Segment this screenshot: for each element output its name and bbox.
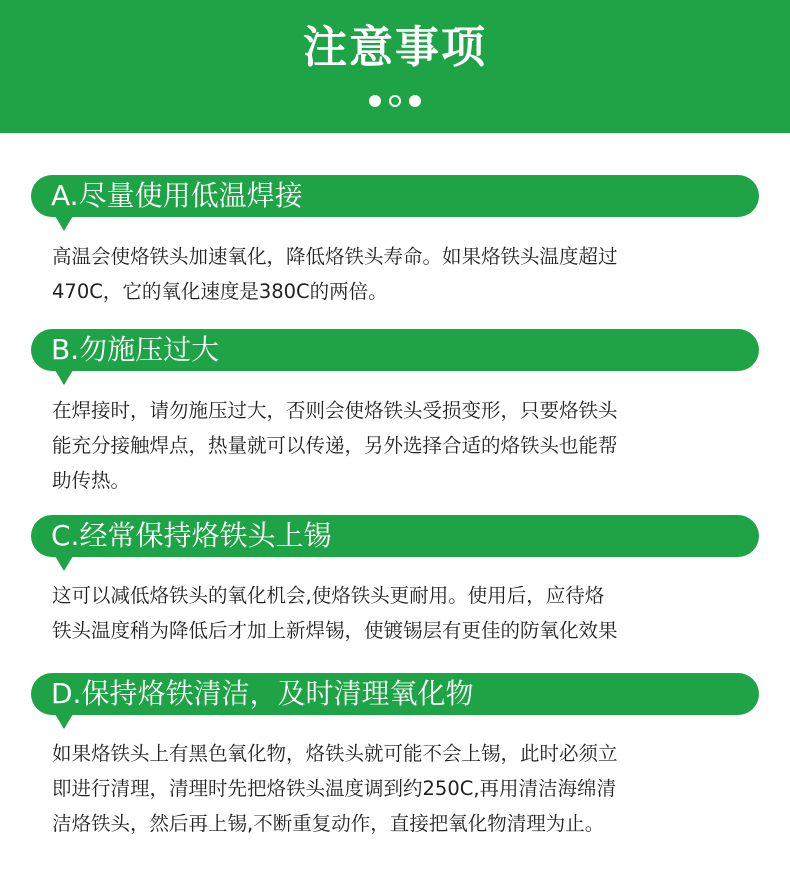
section-c-body <box>52 578 732 648</box>
dot-icon <box>409 95 421 107</box>
decorative-dots <box>0 95 790 109</box>
section-c-line-1: 这可以减低烙铁头的氧化机会,使烙铁头更耐用。使用后，应待烙 <box>52 584 605 607</box>
section-a-title: A.尽量使用低温焊接 <box>51 179 303 212</box>
section-b-heading-bar <box>31 329 759 371</box>
section-d-line-3: 洁烙铁头，然后再上锡,不断重复动作，直接把氧化物清理为止。 <box>52 812 605 835</box>
section-d-line-1: 如果烙铁头上有黑色氧化物，烙铁头就可能不会上锡，此时必须立 <box>52 742 618 765</box>
section-a-line-1: 高温会使烙铁头加速氧化，降低烙铁头寿命。如果烙铁头温度超过 <box>52 245 618 268</box>
section-a-line-2: 470C，它的氧化速度是380C的两倍。 <box>52 280 388 303</box>
section-b-title: B.勿施压过大 <box>51 333 220 366</box>
section-d-line-2: 即进行清理，清理时先把烙铁头温度调到约250C,再用清洁海绵清 <box>52 777 617 800</box>
section-b-line-1: 在焊接时，请勿施压过大，否则会使烙铁头受损变形，只要烙铁头 <box>52 399 618 422</box>
section-a-heading-bar <box>31 175 759 217</box>
section-a-body <box>52 239 732 309</box>
section-b-body <box>52 393 732 498</box>
section-b-line-3: 助传热。 <box>52 469 131 492</box>
section-d-body <box>52 736 732 841</box>
dot-icon <box>369 95 381 107</box>
section-c-line-2: 铁头温度稍为降低后才加上新焊锡，使镀锡层有更佳的防氧化效果 <box>52 619 618 642</box>
section-c-heading-bar <box>31 515 759 557</box>
section-b-line-2: 能充分接触焊点，热量就可以传递，另外选择合适的烙铁头也能帮 <box>52 434 618 457</box>
section-d-heading-bar <box>31 673 759 715</box>
section-d-title: D.保持烙铁清洁，及时清理氧化物 <box>51 677 474 710</box>
dot-outline-icon <box>389 95 401 107</box>
page-title: 注意事项 <box>303 22 487 73</box>
header-banner <box>0 0 790 133</box>
section-c-title: C.经常保持烙铁头上锡 <box>51 519 332 552</box>
